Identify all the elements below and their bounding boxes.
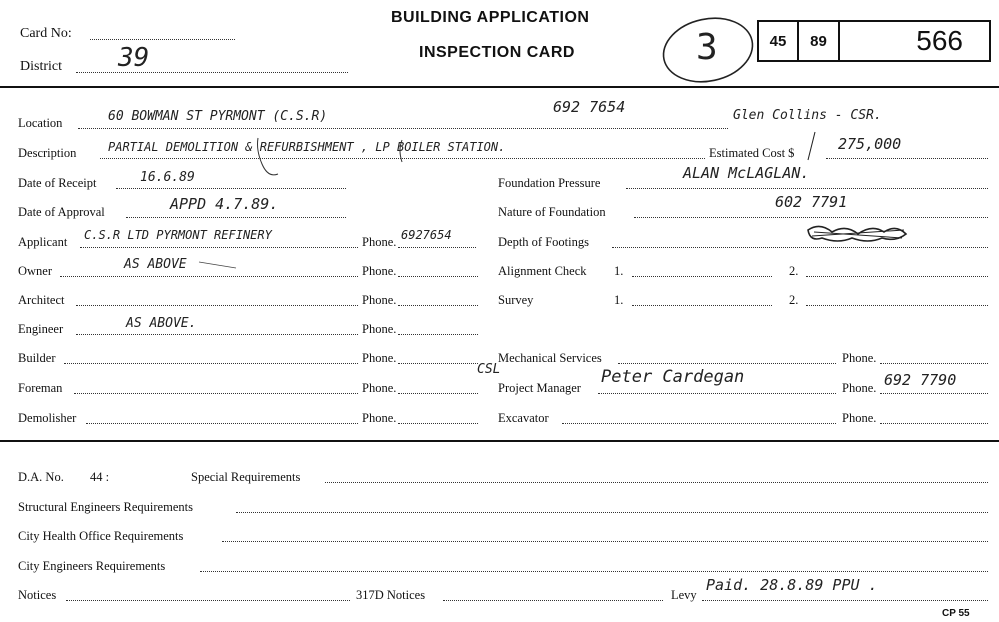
architect-field[interactable] [76,305,358,306]
special-requirements-field[interactable] [325,482,988,483]
location-note-phone: 692 7654 [553,98,626,116]
project-manager-label: Project Manager [498,381,581,395]
location-label: Location [18,116,63,130]
mechanical-services-label: Mechanical Services [498,351,602,365]
title-line-2: INSPECTION CARD [419,44,575,61]
date-of-receipt-label: Date of Receipt [18,176,97,190]
architect-phone-field[interactable] [398,305,478,306]
project-manager-value: Peter Cardegan [601,367,745,387]
demolisher-phone-field[interactable] [398,423,478,424]
foundation-pressure-label: Foundation Pressure [498,176,601,190]
foundation-pressure-field[interactable] [626,188,988,189]
builder-label: Builder [18,351,56,365]
section-divider [0,440,999,442]
applicant-phone-field[interactable] [398,247,476,248]
health-requirements-field[interactable] [222,541,988,542]
health-requirements-label: City Health Office Requirements [18,529,184,543]
alignment-2-label: 2. [789,264,799,278]
builder-phone-label: Phone. [362,351,397,365]
owner-phone-label: Phone. [362,264,397,278]
engineer-label: Engineer [18,322,64,336]
estimated-cost-value: 275,000 [838,135,902,153]
foreman-phone-label: Phone. [362,381,397,395]
survey-1-field[interactable] [632,305,772,306]
foundation-pressure-value: ALAN McLAGLAN. [683,164,810,182]
builder-field[interactable] [64,363,358,364]
special-requirements-label: Special Requirements [191,470,301,484]
location-field[interactable] [78,128,728,129]
engineer-value: AS ABOVE. [126,316,197,331]
date-of-receipt-value: 16.6.89 [140,170,195,185]
mechanical-services-field[interactable] [618,363,836,364]
engineer-phone-field[interactable] [398,334,478,335]
survey-2-label: 2. [789,293,799,307]
foreman-phone-field[interactable] [398,393,478,394]
engineer-phone-label: Phone. [362,322,397,336]
date-of-approval-field[interactable] [126,217,346,218]
description-field[interactable] [100,158,705,159]
description-value: PARTIAL DEMOLITION & REFURBISHMENT , LP BOILER STATION. [108,140,506,154]
ref-box-1: 45 [757,20,799,62]
engineers-requirements-label: City Engineers Requirements [18,559,166,573]
ref-box-3: 566 [838,20,991,62]
mechanical-phone-label: Phone. [842,351,877,365]
card-no-label: Card No: [20,26,72,41]
structural-requirements-label: Structural Engineers Requirements [18,500,193,514]
notices-317d-field[interactable] [443,600,663,601]
nature-of-foundation-value: 602 7791 [775,193,848,211]
project-manager-phone-field[interactable] [880,393,988,394]
date-of-approval-label: Date of Approval [18,205,105,219]
applicant-label: Applicant [18,235,68,249]
excavator-field[interactable] [562,423,836,424]
date-of-receipt-field[interactable] [116,188,346,189]
form-code: CP 55 [942,608,970,619]
title-line-1: BUILDING APPLICATION [391,9,590,26]
excavator-phone-label: Phone. [842,411,877,425]
notices-field[interactable] [66,600,350,601]
description-label: Description [18,146,77,160]
owner-phone-field[interactable] [398,276,478,277]
owner-field[interactable] [60,276,358,277]
survey-label: Survey [498,293,534,307]
da-no-label: D.A. No. [18,470,64,484]
structural-requirements-field[interactable] [236,512,988,513]
circled-number: 3 [696,27,718,68]
architect-label: Architect [18,293,65,307]
cost-stroke-mark [808,132,815,160]
depth-of-footings-field[interactable] [612,247,988,248]
scribble-mark-2 [812,230,904,238]
location-value: 60 BOWMAN ST PYRMONT (C.S.R) [108,109,328,124]
ref-box-2: 89 [797,20,840,62]
notices-317d-label: 317D Notices [356,588,426,602]
levy-label: Levy [671,588,697,602]
notices-label: Notices [18,588,57,602]
district-field[interactable] [76,72,348,73]
demolisher-field[interactable] [86,423,358,424]
location-note-contact: Glen Collins - CSR. [733,108,882,123]
da-no-value: 44 : [90,470,110,484]
foreman-label: Foreman [18,381,63,395]
levy-value: Paid. 28.8.89 PPU . [706,576,878,594]
mechanical-phone-field[interactable] [880,363,988,364]
district-label: District [20,59,62,74]
demolisher-phone-label: Phone. [362,411,397,425]
survey-2-field[interactable] [806,305,988,306]
owner-value: AS ABOVE [124,257,187,272]
applicant-field[interactable] [80,247,358,248]
project-manager-phone-label: Phone. [842,381,877,395]
builder-phone-field[interactable] [398,363,478,364]
mechanical-note: CSL [477,362,501,377]
survey-1-label: 1. [614,293,624,307]
header-divider [0,86,999,88]
excavator-label: Excavator [498,411,549,425]
nature-of-foundation-label: Nature of Foundation [498,205,606,219]
alignment-2-field[interactable] [806,276,988,277]
applicant-phone-value: 6927654 [401,228,452,242]
demolisher-label: Demolisher [18,411,77,425]
depth-of-footings-label: Depth of Footings [498,235,589,249]
card-no-field[interactable] [90,39,235,40]
applicant-phone-label: Phone. [362,235,397,249]
alignment-1-field[interactable] [632,276,772,277]
date-of-approval-value: APPD 4.7.89. [170,195,279,213]
levy-field[interactable] [702,600,988,601]
excavator-phone-field[interactable] [880,423,988,424]
project-manager-phone-value: 692 7790 [884,371,957,389]
nature-of-foundation-field[interactable] [634,217,988,218]
scribble-mark [808,226,906,241]
foreman-field[interactable] [74,393,358,394]
project-manager-field[interactable] [598,393,836,394]
estimated-cost-field[interactable] [826,158,988,159]
district-value: 39 [118,43,150,73]
engineer-field[interactable] [76,334,358,335]
owner-label: Owner [18,264,53,278]
applicant-value: C.S.R LTD PYRMONT REFINERY [84,228,272,242]
alignment-1-label: 1. [614,264,624,278]
architect-phone-label: Phone. [362,293,397,307]
engineers-requirements-field[interactable] [200,571,988,572]
estimated-cost-label: Estimated Cost $ [709,146,795,160]
arrow-mark [199,262,236,268]
alignment-check-label: Alignment Check [498,264,587,278]
